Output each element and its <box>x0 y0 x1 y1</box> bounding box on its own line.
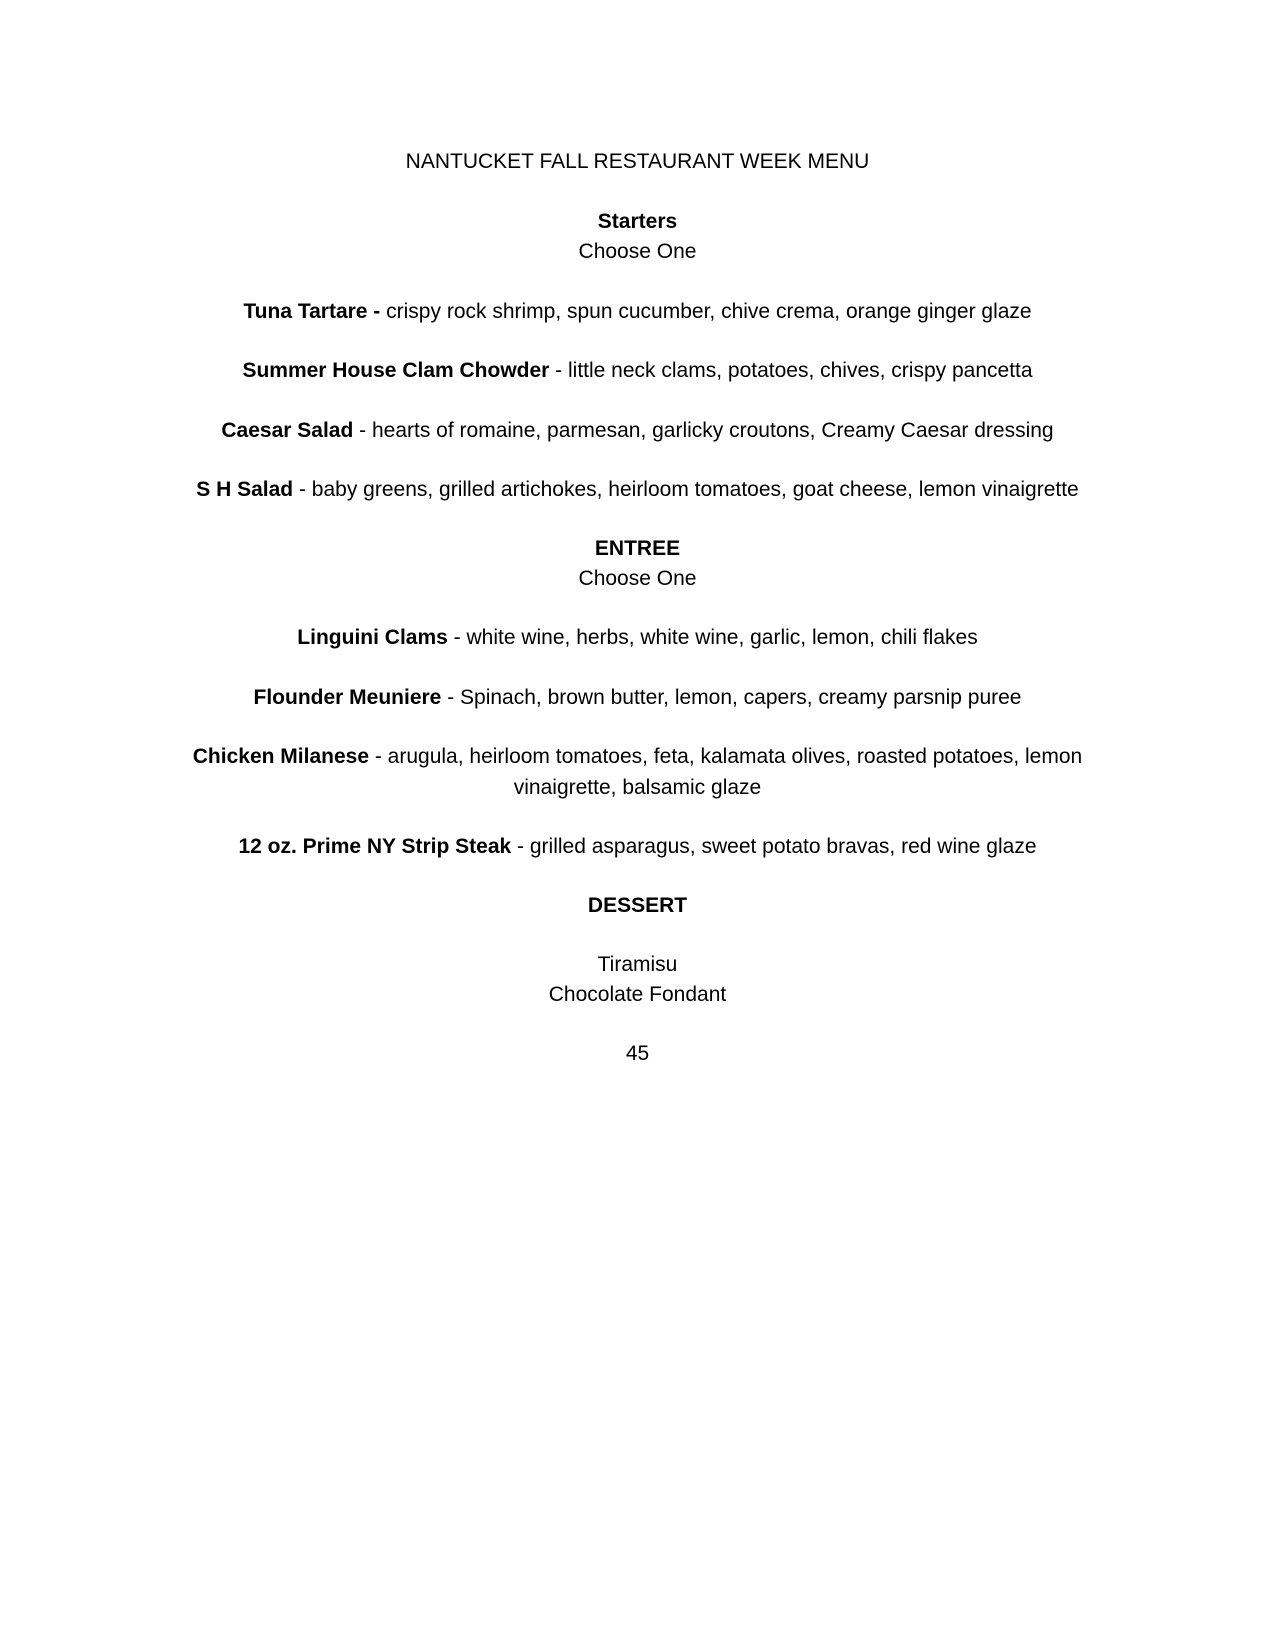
entree-subheading: Choose One <box>578 567 697 590</box>
dessert-item: Chocolate Fondant <box>548 983 727 1006</box>
menu-item <box>100 415 1175 446</box>
menu-item-name: Summer House Clam Chowder <box>242 359 550 382</box>
menu-item <box>100 296 1175 327</box>
menu-item-name: Linguini Clams <box>297 626 448 649</box>
dessert-item: Tiramisu <box>597 953 678 976</box>
menu-price: 45 <box>625 1042 650 1065</box>
menu-item <box>100 831 1175 862</box>
menu-item-description: - white wine, herbs, white wine, garlic, lemon, chili flakes <box>447 626 978 649</box>
menu-item <box>140 741 1135 803</box>
menu-item-name: Flounder Meuniere <box>253 686 442 709</box>
menu-item-name: Chicken Milanese <box>192 745 369 768</box>
menu-item <box>100 682 1175 713</box>
menu-item <box>100 622 1175 653</box>
menu-item-name: 12 oz. Prime NY Strip Steak <box>238 835 512 858</box>
menu-item <box>100 474 1175 505</box>
entree-heading: ENTREE <box>594 537 681 560</box>
menu-title: NANTUCKET FALL RESTAURANT WEEK MENU <box>405 150 870 173</box>
menu-item-description: - baby greens, grilled artichokes, heirloom tomatoes, goat cheese, lemon vinaigrette <box>293 478 1079 501</box>
menu-item-description: - hearts of romaine, parmesan, garlicky croutons, Creamy Caesar dressing <box>353 419 1054 442</box>
menu-item-description: - grilled asparagus, sweet potato bravas, red wine glaze <box>511 835 1037 858</box>
menu-item-name: Caesar Salad <box>221 419 354 442</box>
starters-heading: Starters <box>597 210 678 233</box>
menu-item-description: - little neck clams, potatoes, chives, crispy pancetta <box>549 359 1033 382</box>
menu-item-description: crispy rock shrimp, spun cucumber, chive crema, orange ginger glaze <box>380 300 1032 323</box>
starters-subheading: Choose One <box>578 240 697 263</box>
dessert-heading: DESSERT <box>587 894 688 917</box>
menu-item <box>100 355 1175 386</box>
menu-item-name: Tuna Tartare - <box>243 300 381 323</box>
menu-item-name: S H Salad <box>196 478 294 501</box>
menu-item-description: - Spinach, brown butter, lemon, capers, creamy parsnip puree <box>441 686 1022 709</box>
menu-item-description: - arugula, heirloom tomatoes, feta, kalamata olives, roasted potatoes, lemon vinaigrette, balsamic glaze <box>369 745 1083 799</box>
